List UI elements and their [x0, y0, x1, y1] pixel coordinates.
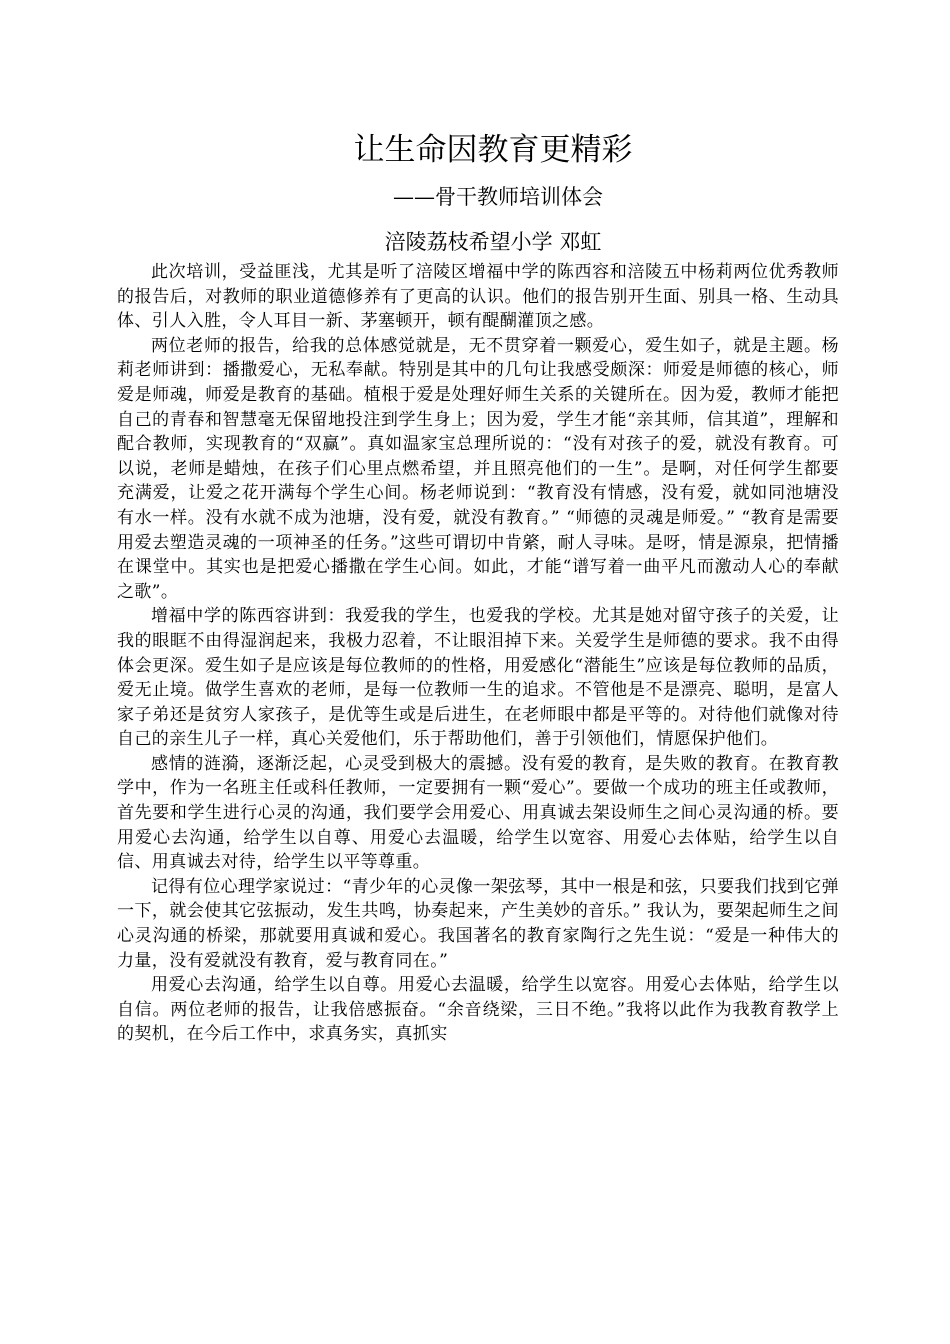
paragraph: 感情的涟漪，逐渐泛起，心灵受到极大的震撼。没有爱的教育，是失败的教育。在教育教学中，作为一名班主任或科任教师，一定要拥有一颗“爱心”。要做一个成功的班主任或教师，首先要和学生进行心灵的沟通，我们要学会用爱心、用真诚去架设师生之间心灵沟通的桥。要用爱心去沟通，给学生以自尊、用爱心去温暖，给学生以宽容、用爱心去体贴，给学生以自信、用真诚去对待，给学生以平等尊重。 — [117, 753, 839, 873]
document-subtitle: ——骨干教师培训体会 — [393, 185, 603, 209]
paragraph: 此次培训，受益匪浅，尤其是听了涪陵区增福中学的陈西容和涪陵五中杨莉两位优秀教师的报告后，对教师的职业道德修养有了更高的认识。他们的报告别开生面、别具一格、生动具体、引人入胜，令人耳目一新、茅塞顿开，顿有醍醐灌顶之感。 — [117, 262, 839, 332]
paragraph: 增福中学的陈西容讲到：我爱我的学生，也爱我的学校。尤其是她对留守孩子的关爱，让我的眼眶不由得湿润起来，我极力忍着，不让眼泪掉下来。关爱学生是师德的要求。我不由得体会更深。爱生如子是应该是每位教师的的性格，用爱感化“潜能生”应该是每位教师的品质，爱无止境。做学生喜欢的老师，是每一位教师一生的追求。不管他是不是漂亮、聪明，是富人家子弟还是贫穷人家孩子，是优等生或是后进生，在老师眼中都是平等的。对待他们就像对待自己的亲生儿子一样，真心关爱他们，乐于帮助他们，善于引领他们，情愿保护他们。 — [117, 606, 839, 750]
document-page — [117, 128, 839, 1047]
document-title: 让生命因教育更精彩 — [353, 132, 633, 168]
document-body — [117, 260, 839, 1047]
paragraph: 记得有位心理学家说过：“青少年的心灵像一架弦琴，其中一根是和弦，只要我们找到它弹一下，就会使其它弦振动，发生共鸣，协奏起来，产生美妙的音乐。” 我认为，要架起师生之间心灵沟通的桥梁，那就要用真诚和爱心。我国著名的教育家陶行之先生说：“爱是一种伟大的力量，没有爱就没有教育，爱与教育同在。” — [117, 876, 839, 971]
document-author: 涪陵荔枝希望小学 邓虹 — [384, 230, 602, 254]
paragraph: 两位老师的报告，给我的总体感觉就是，无不贯穿着一颗爱心，爱生如子，就是主题。杨莉老师讲到：播撒爱心，无私奉献。特别是其中的几句让我感受颇深：师爱是师德的核心，师爱是师魂，师爱是教育的基础。植根于爱是处理好师生关系的关键所在。因为爱，教师才能把自己的青春和智慧毫无保留地投注到学生身上；因为爱，学生才能“亲其师，信其道”，理解和配合教师，实现教育的“双赢”。真如温家宝总理所说的：“没有对孩子的爱，就没有教育。可以说，老师是蜡烛，在孩子们心里点燃希望，并且照亮他们的一生”。是啊，对任何学生都要充满爱，让爱之花开满每个学生心间。杨老师说到：“教育没有情感，没有爱，就如同池塘没有水一样。没有水就不成为池塘，没有爱，就没有教育。” “师德的灵魂是师爱。” “教育是需要用爱去塑造灵魂的一项神圣的任务。”这些可谓切中肯綮，耐人寻味。是呀，情是源泉，把情播在课堂中。其实也是把爱心播撒在学生心间。如此，才能“谱写着一曲平凡而激动人心的奉献之歌”。 — [117, 335, 839, 602]
paragraph: 用爱心去沟通，给学生以自尊。用爱心去温暖，给学生以宽容。用爱心去体贴，给学生以自信。两位老师的报告，让我倍感振奋。“余音绕梁，三日不绝。”我将以此作为我教育教学上的契机，在今后工作中，求真务实，真抓实 — [117, 975, 839, 1045]
